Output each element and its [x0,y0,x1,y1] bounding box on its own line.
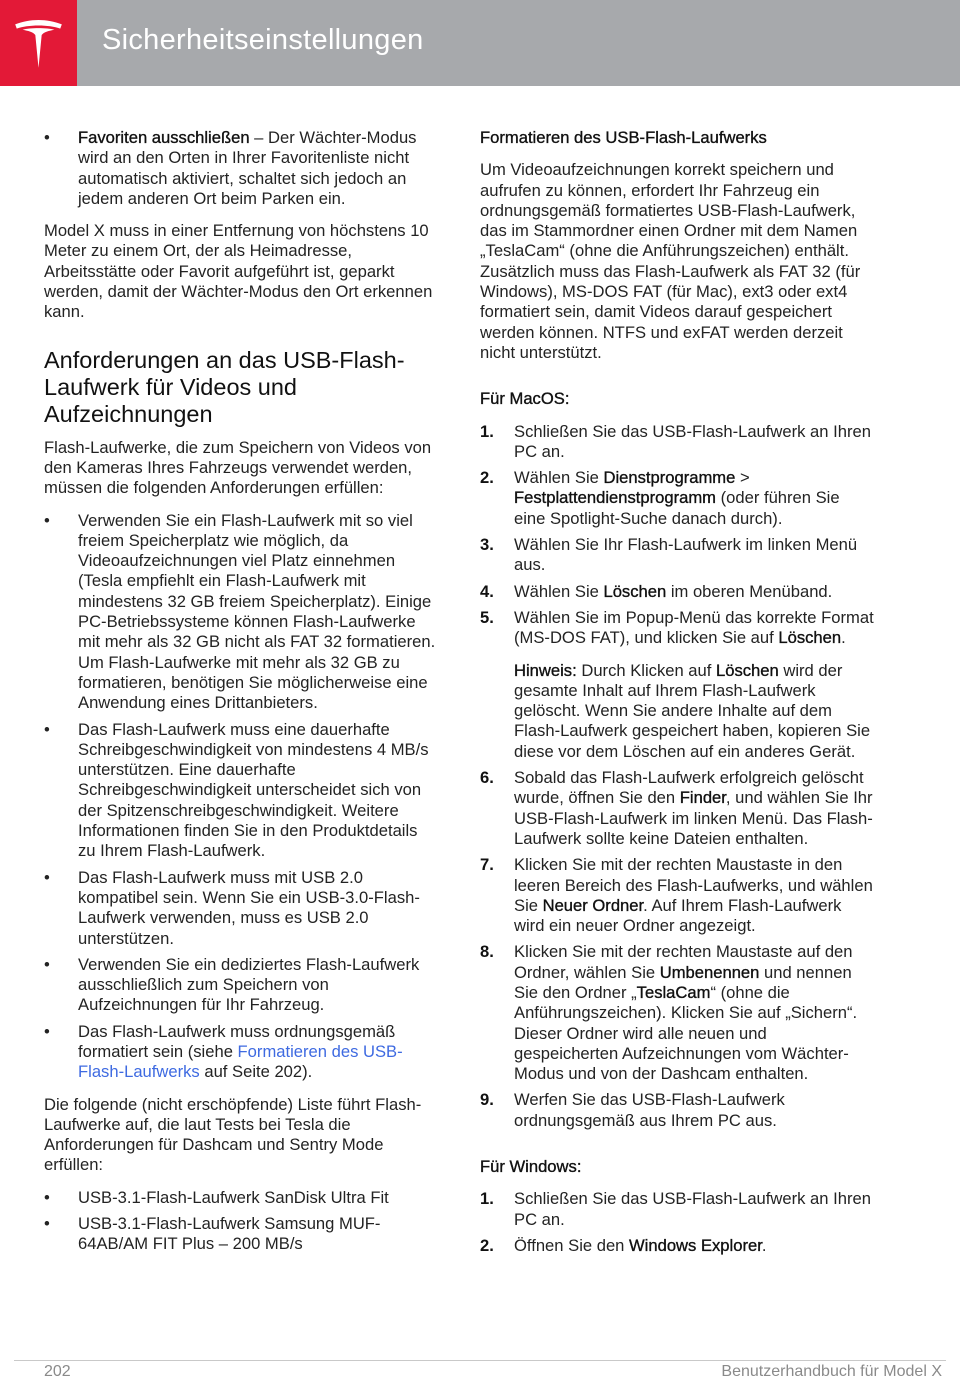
paragraph-format-intro: Um Videoaufzeichnungen korrekt speichern und aufrufen zu können, erfordert Ihr Fahrzeug ein ordnungsgemäß formatiertes USB-Flash-Laufwerk, das im Stammordner einen Ordner mit dem Namen „TeslaCam“ (ohne die Anführungszeichen) enthält. Zusätzlich muss das Flash-Laufwerk als FAT 32 (für Windows), MS-DOS FAT (für Mac), ext3 oder ext4 formatiert sein, damit Videos darauf gespeichert werden können. NTFS und exFAT werden derzeit nicht unterstützt. [480,160,861,362]
list-item [44,128,439,209]
note [514,661,875,762]
footer-divider [14,1360,946,1361]
ui-term: Neuer Ordner [542,895,644,915]
ui-term: Festplattendienstprogramm [514,488,716,508]
step-number: 1. [480,1189,494,1209]
step-text: . Auf Ihrem Flash-Laufwerk wird ein neuer Ordner angezeigt. [514,895,842,936]
paragraph-tested-drives: Die folgende (nicht erschöpfende) Liste führt Flash-Laufwerke auf, die laut Tests bei Tesla die Anforderungen für Dashcam und Sentry Mode erfüllen: [44,1094,422,1175]
step-item [480,422,875,463]
step-text: . [761,1235,767,1255]
step-item [480,768,875,849]
step-item [480,1090,875,1131]
favorites-list [44,128,439,209]
step-text: Sobald das Flash-Laufwerk erfolgreich gelöscht wurde, öffnen Sie den [514,768,864,808]
step-text: > [735,468,750,488]
paragraph-distance: Model X muss in einer Entfernung von höchstens 10 Meter zu einem Ort, der als Heimadresse, Arbeitsstätte oder Favorit aufgeführt ist, geparkt werden, damit der Wächter-Modus den Ort erkennen kann. [44,221,433,322]
section-title: Sicherheitseinstellungen [102,24,424,56]
ui-term: Löschen [778,628,842,648]
ui-term: TeslaCam [636,982,711,1002]
windows-steps [480,1189,875,1256]
list-item: • USB-3.1-Flash-Laufwerk Samsung MUF-64AB/AM FIT Plus – 200 MB/s [44,1214,439,1255]
step-number: 6. [480,768,494,788]
step-text: Wählen Sie Ihr Flash-Laufwerk im linken Menü aus. [514,535,858,575]
ui-term: Umbenennen [659,962,760,982]
step-text: (oder führen Sie eine Spotlight-Suche danach durch). [514,488,840,528]
step-text: Schließen Sie das USB-Flash-Laufwerk an Ihren PC an. [514,1189,871,1229]
step-number: 9. [480,1090,494,1110]
step-item [480,608,875,762]
step-text: Wählen Sie im Popup-Menü das korrekte Format (MS-DOS FAT), und klicken Sie auf [514,607,874,648]
right-column [480,128,875,1262]
note-label: Hinweis: [514,660,577,680]
list-item: • Verwenden Sie ein Flash-Laufwerk mit so viel freiem Speicherplatz wie möglich, da Videoaufzeichnungen viel Platz einnehmen (Tesla empfiehlt ein Flash-Laufwerk mit mindestens 32 GB freiem Speicherplatz). Einige PC-Betriebssysteme können Flash-Laufwerke mit mehr als 32 GB nicht als FAT 32 formatieren. Um Flash-Laufwerke mit mehr als 32 GB zu formatieren, benötigen Sie möglicherweise eine Anwendung eines Drittanbieters. [44,511,439,714]
ui-term: Löschen [603,581,667,601]
step-number: 5. [480,607,494,627]
step-number: 4. [480,581,494,601]
page-header [0,0,960,86]
tesla-logo [0,0,77,86]
step-text: Wählen Sie [514,468,604,488]
note-text: wird der gesamte Inhalt auf Ihrem Flash-Laufwerk gelöscht. Wenn Sie andere Inhalte auf dem Flash-Laufwerk gespeichert haben, kopieren Sie diese vor dem Löschen auf ein anderes Gerät. [514,660,871,761]
ui-term: Windows Explorer [629,1235,762,1255]
heading-usb-requirements: Anforderungen an das USB-Flash-Laufwerk für Videos und Aufzeichnungen [44,346,405,427]
step-item [480,582,875,602]
step-item [480,468,875,529]
step-text: im oberen Menüband. [666,581,833,601]
heading-windows: Für Windows: [480,1157,582,1177]
list-item: • Das Flash-Laufwerk muss eine dauerhafte Schreibgeschwindigkeit von mindestens 4 MB/s unterstützen. Eine dauerhafte Schreibgeschwindigkeit unterscheidet sich von der Spitzenschreibgeschwindigkeit. Weitere Informationen finden Sie in den Produktdetails zu Ihrem Flash-Laufwerk. [44,720,439,862]
step-text: und nennen Sie den Ordner „ [514,962,852,1002]
macos-steps [480,422,875,1132]
ui-term: Finder [679,788,726,808]
note-text: Durch Klicken auf [576,660,716,680]
term-favorites: Favoriten ausschließen [78,128,250,147]
step-text: Klicken Sie mit der rechten Maustaste auf den Ordner, wählen Sie [514,942,853,982]
list-item: • USB-3.1-Flash-Laufwerk SanDisk Ultra Fit [44,1188,439,1208]
heading-format-usb: Formatieren des USB-Flash-Laufwerks [480,128,767,147]
footer-title: Benutzerhandbuch für Model X [721,1363,942,1380]
step-text: Werfen Sie das USB-Flash-Laufwerk ordnungsgemäß aus Ihrem PC aus. [514,1090,785,1130]
step-text: Öffnen Sie den [514,1235,630,1255]
list-item-text: – Der Wächter-Modus wird an den Orten in Ihrer Favoritenliste nicht automatisch aktiviert, schaltet sich jedoch an jedem anderen Ort beim Parken ein. [78,128,417,208]
step-text: “ (ohne die Anführungszeichen). Klicken Sie auf „Sichern“. Dieser Ordner wird alle neuen und gespeicherten Aufzeichnungen vom Wächter-Modus und von der Dashcam enthalten. [514,982,858,1084]
requirements-list [44,511,439,1083]
step-item [480,942,875,1084]
step-item [480,1236,875,1256]
list-item-text: auf Seite 202). [199,1062,313,1082]
step-number: 7. [480,855,494,875]
ui-term: Dienstprogramme [603,468,736,488]
step-number: 3. [480,535,494,555]
list-item [44,1022,439,1083]
step-text: Wählen Sie [514,581,604,601]
ui-term: Löschen [715,660,779,680]
list-item: • Verwenden Sie ein dediziertes Flash-Laufwerk ausschließlich zum Speichern von Aufzeichnungen für Ihr Fahrzeug. [44,955,439,1016]
step-item [480,855,875,936]
heading-macos: Für MacOS: [480,389,570,409]
tested-drives-list [44,1188,439,1255]
step-text: , und wählen Sie Ihr USB-Flash-Laufwerk im linken Menü. Das Flash-Laufwerk sollte keine Dateien enthalten. [514,788,873,848]
step-number: 2. [480,468,494,488]
step-number: 8. [480,942,494,962]
step-text: Klicken Sie mit der rechten Maustaste in den leeren Bereich des Flash-Laufwerks, und wählen Sie [514,855,873,915]
step-number: 2. [480,1235,494,1255]
list-item: • Das Flash-Laufwerk muss mit USB 2.0 kompatibel sein. Wenn Sie ein USB-3.0-Flash-Laufwerk verwenden, muss es USB 2.0 unterstützen. [44,868,439,949]
step-text: Schließen Sie das USB-Flash-Laufwerk an Ihren PC an. [514,421,871,461]
link-format-usb[interactable]: Formatieren des USB-Flash-Laufwerks [78,1041,403,1082]
step-item [480,535,875,576]
tesla-logo-icon [12,17,65,70]
left-column [44,128,439,1267]
step-text: . [841,628,846,648]
page-number: 202 [44,1363,71,1380]
paragraph-requirements-intro: Flash-Laufwerke, die zum Speichern von Videos von den Kameras Ihres Fahrzeugs verwendet werden, müssen die folgenden Anforderungen erfüllen: [44,437,432,498]
step-number: 1. [480,421,494,441]
list-item-text: Das Flash-Laufwerk muss ordnungsgemäß formatiert sein (siehe [78,1021,396,1061]
step-item [480,1189,875,1230]
